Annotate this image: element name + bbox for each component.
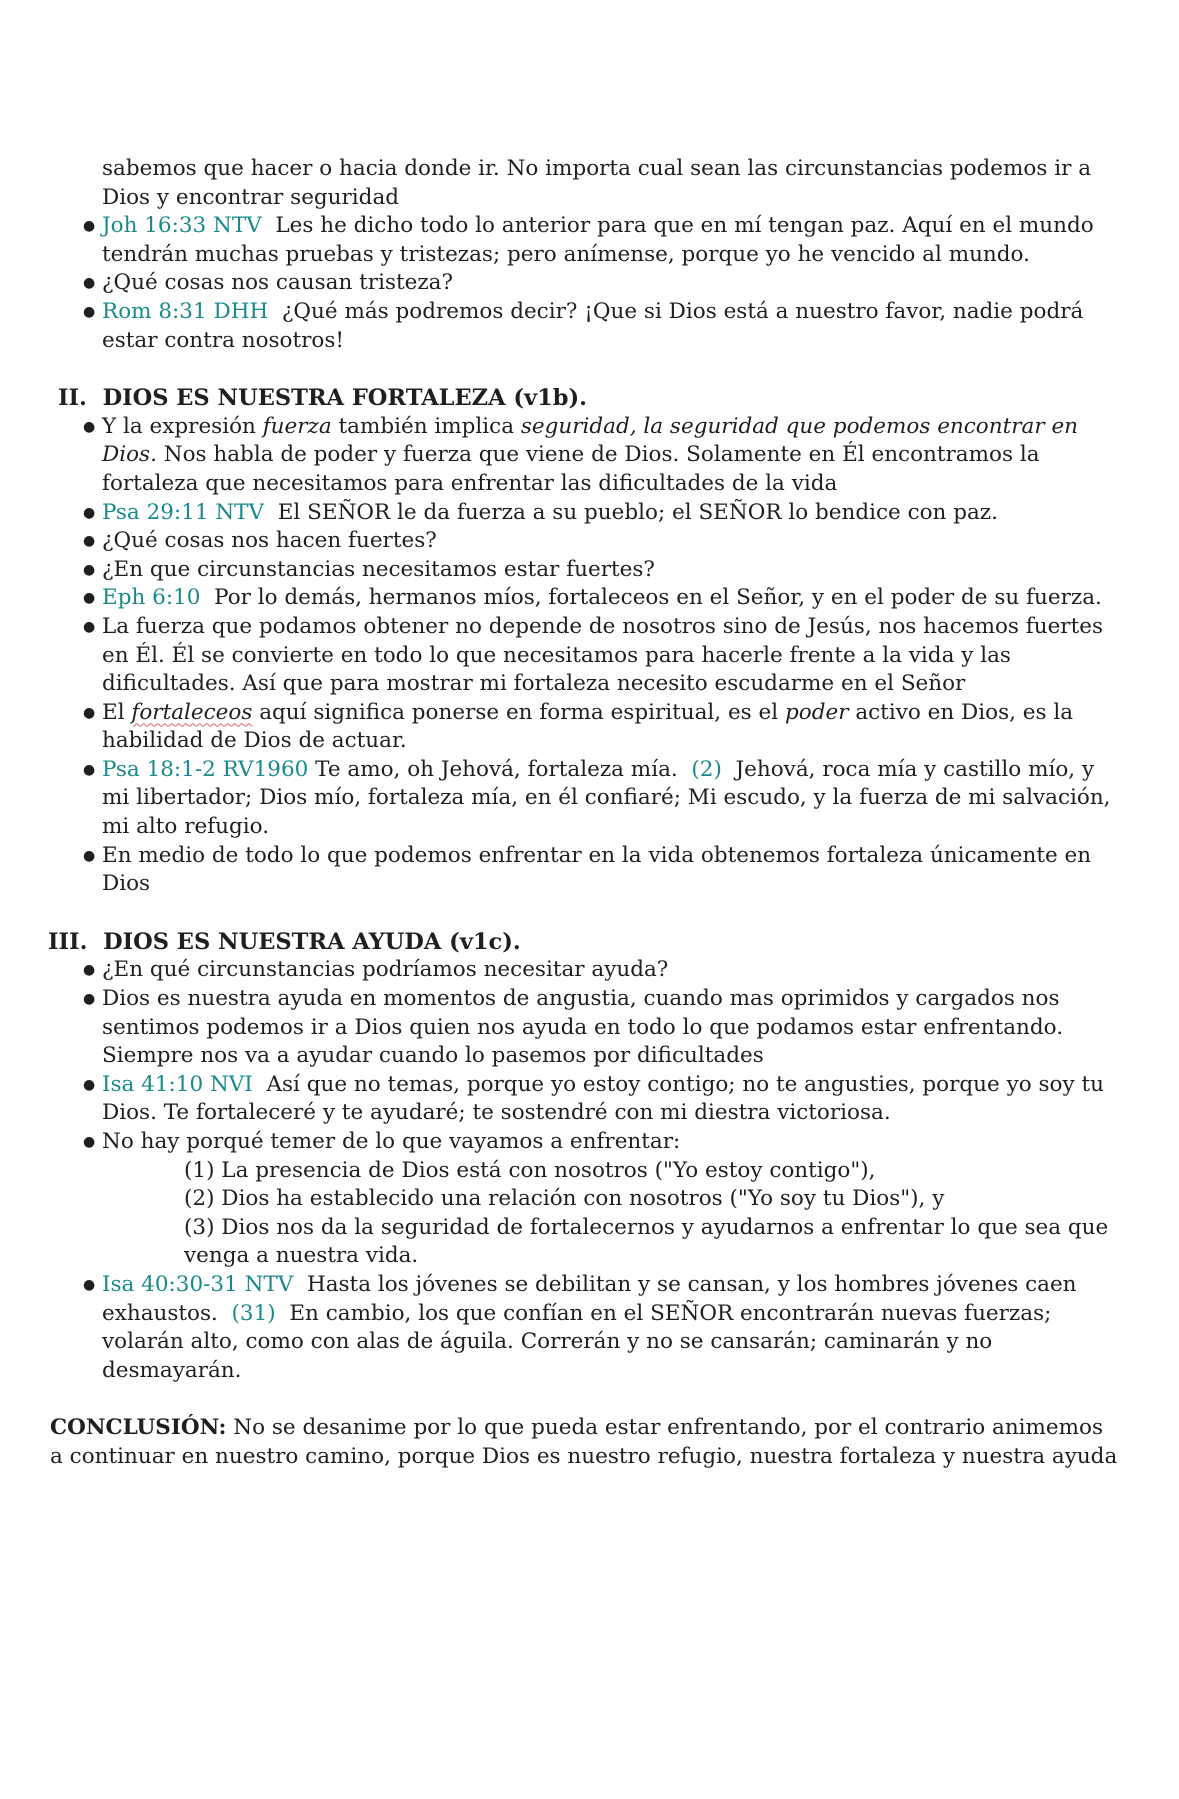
question-text: ¿En qué circunstancias podríamos necesitar ayuda? [102, 957, 669, 983]
italic-run: seguridad, la seguridad que podemos encontrar en Dios. [102, 413, 1079, 468]
verse-reference-rom[interactable]: Rom 8:31 DHH [102, 298, 269, 324]
italic-run: fortaleceos [131, 699, 253, 725]
text-run: La fuerza que podamos obtener no depende de nosotros sino de Jesús, nos hacemos fuertes en Él. Él se convierte en todo lo que necesitamos para hacerle frente a la vida y las dificultades. Así que para mostrar mi fortaleza necesito escudarme en el Señor [102, 613, 1103, 697]
verse-reference-psa29[interactable]: Psa 29:11 NTV [102, 499, 265, 525]
text-run: aquí significa ponerse en forma espiritual, es el [252, 699, 785, 725]
list-item-ayuda [102, 985, 1119, 1071]
list-item-expresion [102, 413, 1119, 499]
verse-text-isa40-b: En cambio, los que confían en el SEÑOR encontrarán nuevas fuerzas; volarán alto, como con alas de águila. Correrán y no se cansarán; caminarán y no desmayarán. [102, 1300, 1052, 1383]
question-text: ¿Qué cosas nos causan tristeza? [102, 270, 454, 296]
list-item-isa41 [102, 1071, 1119, 1128]
verse-number[interactable]: (31) [231, 1300, 276, 1326]
verse-reference-eph[interactable]: Eph 6:10 [102, 585, 201, 611]
conclusion-paragraph [48, 1414, 1119, 1471]
conclusion-label: CONCLUSIÓN: [50, 1415, 227, 1441]
sub-item-3: (3) Dios nos da la seguridad de fortalecernos y ayudarnos a enfrentar lo que sea que venga a nuestra vida. [184, 1214, 1109, 1269]
list-item-joh [102, 212, 1119, 269]
verse-text-eph: Por lo demás, hermanos míos, fortaleceos en el Señor, y en el poder de su fuerza. [214, 585, 1102, 611]
verse-text-isa41: Así que no temas, porque yo estoy contigo; no te angusties, porque yo soy tu Dios. Te fortaleceré y te ayudaré; te sostendré con mi diestra victoriosa. [102, 1071, 1104, 1126]
text-run: En medio de todo lo que podemos enfrentar en la vida obtenemos fortaleza únicamente en Dios [102, 842, 1092, 897]
list-item-fortaleceos [102, 699, 1119, 756]
sub-item-2: (2) Dios ha establecido una relación con nosotros ("Yo soy tu Dios"), y [184, 1186, 945, 1212]
verse-reference-psa18[interactable]: Psa 18:1-2 RV1960 [102, 756, 309, 782]
italic-run: fuerza [262, 413, 332, 439]
verse-text-psa29: El SEÑOR le da fuerza a su pueblo; el SEÑOR lo bendice con paz. [277, 499, 998, 525]
list-item-question-sadness [102, 269, 1119, 298]
list-item-temer [102, 1128, 1119, 1157]
text-run: Y la expresión [102, 413, 263, 439]
question-text: ¿En que circunstancias necesitamos estar fuertes? [102, 556, 655, 582]
text-run: Dios es nuestra ayuda en momentos de angustia, cuando mas oprimidos y cargados nos sentimos podemos ir a Dios quien nos ayuda en todo lo que podamos estar enfrentando. Siempre nos va a ayudar cuando lo pasemos por dificultades [102, 986, 1064, 1069]
list-item-question-circumstances [102, 556, 1119, 585]
verse-reference-isa40[interactable]: Isa 40:30-31 NTV [102, 1271, 294, 1297]
text-run: Nos habla de poder y fuerza que viene de Dios. Solamente en Él encontramos la fortaleza que necesitamos para enfrentar las dificultades de la vida [102, 442, 1040, 496]
list-item-rom [102, 298, 1119, 355]
verse-text-psa18-a: Te amo, oh Jehová, fortaleza mía. [315, 756, 678, 782]
section-heading-3 [48, 928, 1119, 957]
italic-run: poder [785, 699, 849, 725]
continuation-text [102, 155, 1119, 212]
section-3-list-cont [48, 1271, 1119, 1385]
question-text: ¿Qué cosas nos hacen fuertes? [102, 528, 437, 554]
section-3-list [48, 956, 1119, 1156]
continuation-line-2: Dios y encontrar seguridad [102, 184, 400, 210]
conclusion-text: No se desanime por lo que pueda estar enfrentando, por el contrario animemos a continuar en nuestro camino, porque Dios es nuestro refugio, nuestra fortaleza y nuestra ayuda [50, 1415, 1118, 1469]
list-item-medio [102, 842, 1119, 899]
list-item-question-help [102, 956, 1119, 985]
section-heading-2 [48, 384, 1119, 413]
continuation-line-1: sabemos que hacer o hacia donde ir. No importa cual sean las circunstancias podemos ir a [102, 156, 1092, 181]
list-item-eph [102, 584, 1119, 613]
list-item-isa40 [102, 1271, 1119, 1385]
list-item-psa18 [102, 756, 1119, 842]
sub-item-1: (1) La presencia de Dios está con nosotros ("Yo estoy contigo"), [184, 1157, 876, 1183]
list-item-psa29 [102, 499, 1119, 528]
section-number: III. [48, 928, 88, 955]
text-run: No hay porqué temer de lo que vayamos a enfrentar: [102, 1129, 681, 1154]
text-run: también implica [331, 413, 521, 439]
verse-text-psa18-b: Jehová, roca mía y castillo mío, y mi libertador; Dios mío, fortaleza mía, en él confiaré; Mi escudo, y la fuerza de mi salvación, mi alto refugio. [102, 756, 1111, 840]
verse-number[interactable]: (2) [691, 756, 722, 782]
verse-reference-joh[interactable]: Joh 16:33 NTV [102, 213, 262, 239]
text-run: activo en Dios, es la habilidad de Dios de actuar. [102, 699, 1074, 754]
list-item-fuerza [102, 613, 1119, 699]
verse-reference-isa41[interactable]: Isa 41:10 NVI [102, 1071, 253, 1097]
list-item-question-strong [102, 527, 1119, 556]
section-2-list [48, 413, 1119, 899]
top-bullet-list [48, 155, 1119, 355]
section-title: DIOS ES NUESTRA FORTALEZA (v1b). [102, 385, 587, 412]
verse-text-joh: Les he dicho todo lo anterior para que en mí tengan paz. Aquí en el mundo tendrán muchas pruebas y tristezas; pero anímense, porque yo he vencido al mundo. [102, 213, 1094, 267]
verse-text-isa40-a: Hasta los jóvenes se debilitan y se cansan, y los hombres jóvenes caen exhaustos. [102, 1271, 1077, 1326]
verse-text-rom: ¿Qué más podremos decir? ¡Que si Dios está a nuestro favor, nadie podrá estar contra nosotros! [102, 298, 1084, 353]
section-number: II. [58, 385, 87, 412]
text-run: El [102, 699, 132, 725]
section-title: DIOS ES NUESTRA AYUDA (v1c). [103, 928, 521, 955]
